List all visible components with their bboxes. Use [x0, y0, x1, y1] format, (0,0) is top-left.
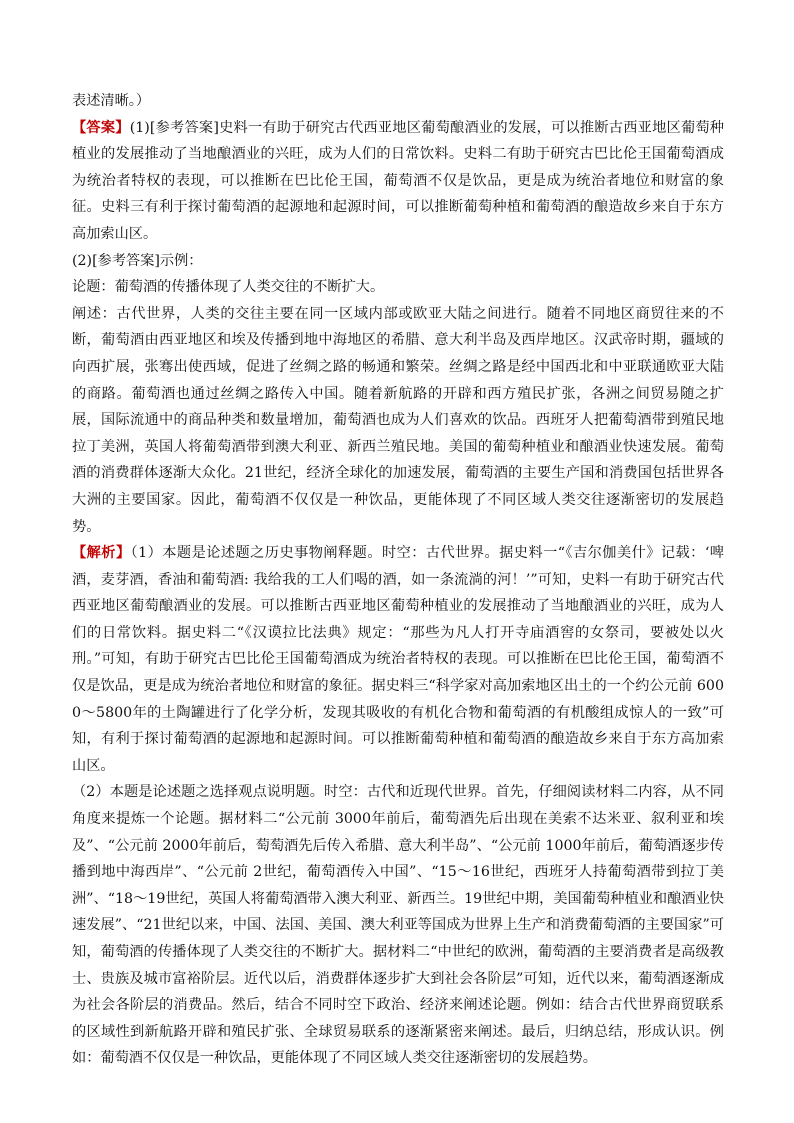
- answer-part1-text: (1)[参考答案]史料一有助于研究古代西亚地区葡萄酿酒业的发展，可以推断古西亚地区葡萄种植业的发展推动了当地酿酒业的兴旺，成为人们的日常饮料。史料二有助于研究古巴比伦王国葡萄酒成为统治者特权的表现，可以推断在巴比伦王国，葡萄酒不仅是饮品，更是成为统治者地位和财富的象征。史料三有利于探讨葡萄酒的起源地和起源时间，可以推断葡萄种植和葡萄酒的酿造故乡来自于东方高加索山区。: [72, 119, 724, 242]
- analysis-part1-paragraph: [72, 540, 724, 779]
- answer-tag: 【答案】: [72, 119, 130, 136]
- answer-part1-paragraph: [72, 115, 724, 248]
- answer-elaboration: 阐述：古代世界，人类的交往主要在同一区域内部或欧亚大陆之间进行。随着不同地区商贸往来的不断，葡萄酒由西亚地区和埃及传播到地中海地区的希腊、意大利半岛及西岸地区。汉武帝时期，疆域的向西扩展，张骞出使西域，促进了丝绸之路的畅通和繁荣。丝绸之路是经中国西北和中亚联通欧亚大陆的商路。葡萄酒也通过丝绸之路传入中国。随着新航路的开辟和西方殖民扩张，各洲之间贸易随之扩展，国际流通中的商品种类和数量增加，葡萄酒也成为人们喜欢的饮品。西班牙人把葡萄酒带到殖民地拉丁美洲，英国人将葡萄酒带到澳大利亚、新西兰殖民地。美国的葡萄种植业和酿酒业快速发展。葡萄酒的消费群体逐渐大众化。21世纪，经济全球化的加速发展，葡萄酒的主要生产国和消费国包括世界各大洲的主要国家。因此，葡萄酒不仅仅是一种饮品，更能体现了不同区域人类交往逐渐密切的发展趋势。: [72, 305, 724, 535]
- intro-tail: 表述清晰。）: [72, 93, 151, 109]
- answer-part2-heading: (2)[参考答案]示例：: [72, 252, 203, 269]
- analysis-tag: 【解析】: [72, 545, 131, 562]
- analysis-part1-text: （1）本题是论述题之历史事物阐释题。时空：古代世界。据史料一“《吉尔伽美什》记载：‘啤酒，麦芽酒，香油和葡萄酒: 我给我的工人们喝的酒，如一条流淌的河！’”可知，史料一有助于研究古代西亚地区葡萄酿酒业的发展。可以推断古西亚地区葡萄种植业的发展推动了当地酿酒业的兴旺，成为人们的日常饮料。据史料二“《汉谟拉比法典》规定：“那些为凡人打开寺庙酒窖的女祭司，要被处以火刑。”可知，有助于研究古巴比伦王国葡萄酒成为统治者特权的表现。可以推断在巴比伦王国，葡萄酒不仅是饮品，更是成为统治者地位和财富的象征。据史料三“科学家对高加索地区出土的一个约公元前 6000～5800年的土陶罐进行了化学分析，发现其吸收的有机化合物和葡萄酒的有机酸组成惊人的一致”可知，有利于探讨葡萄酒的起源地和起源时间。可以推断葡萄种植和葡萄酒的酿造故乡来自于东方高加索山区。: [72, 545, 724, 774]
- analysis-part2-paragraph: （2）本题是论述题之选择观点说明题。时空：古代和近现代世界。首先，仔细阅读材料二内容，从不同角度来提炼一个论题。据材料二“公元前 3000年前后，葡萄酒先后出现在美索不达米亚、叙利亚和埃及”、“公元前 2000年前后，萄萄酒先后传入希腊、意大利半岛”、“公元前 1000年前后，葡萄酒逐步传播到地中海西岸”、“公元前 2世纪，葡萄酒传入中国”、“15～16世纪，西班牙人持葡萄酒带到拉丁美洲”、“18～19世纪，英国人将葡萄酒带入澳大利亚、新西兰。19世纪中期，美国葡萄种植业和酿酒业快速发展”、“21世纪以来，中国、法国、美国、澳大利亚等国成为世界上生产和消费葡萄酒的主要国家”可知，葡萄酒的传播体现了人类交往的不断扩大。据材料二“中世纪的欧洲，葡萄酒的主要消费者是高级教士、贵族及城市富裕阶层。近代以后，消费群体逐步扩大到社会各阶层”可知，近代以来，葡萄酒逐渐成为社会各阶层的消费品。然后，结合不同时空下政治、经济来阐述论题。例如：结合古代世界商贸联系的区域性到新航路开辟和殖民扩张、全球贸易联系的逐渐紧密来阐述。最后，归纳总结，形成认识。例如：葡萄酒不仅仅是一种饮品，更能体现了不同区域人类交往逐渐密切的发展趋势。: [72, 784, 724, 1067]
- document-body: [72, 88, 724, 1072]
- answer-thesis: 论题：葡萄酒的传播体现了人类交往的不断扩大。: [72, 279, 385, 296]
